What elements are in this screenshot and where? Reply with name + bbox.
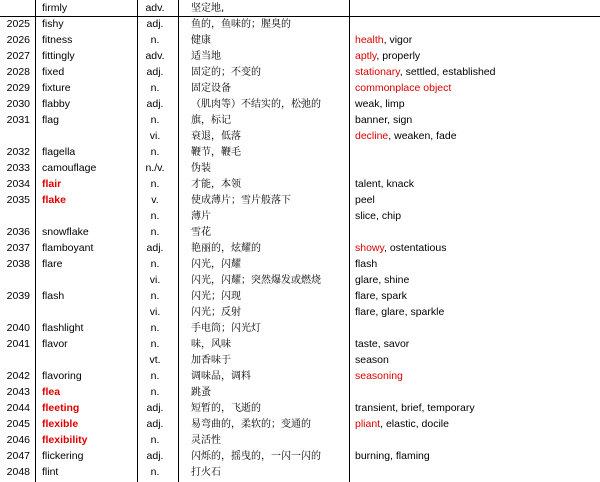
synonyms [355, 50, 420, 63]
chinese-definition: 闪光；闪现 [191, 291, 241, 302]
part-of-speech: n. [150, 178, 160, 190]
synonyms [355, 418, 449, 431]
entry-number: 2039 [6, 290, 30, 302]
table-row [0, 224, 600, 240]
headword: fitness [42, 34, 73, 46]
headword: flake [42, 194, 66, 206]
synonym-highlight: health [355, 34, 384, 46]
synonyms [355, 34, 412, 47]
table-row [0, 96, 600, 112]
table-row [0, 448, 600, 464]
table-row [0, 192, 600, 208]
table-row [0, 240, 600, 256]
synonyms [355, 66, 495, 79]
headword: fleeting [42, 402, 80, 414]
table-row [0, 384, 600, 400]
entry-number: 2036 [6, 226, 30, 238]
synonym-text: transient, brief, temporary [355, 402, 475, 414]
table-row [0, 64, 600, 80]
headword: snowflake [42, 226, 89, 238]
synonym-highlight: showy [355, 242, 384, 254]
synonym-text: , vigor [383, 34, 413, 46]
headword: fixed [42, 66, 65, 78]
part-of-speech: n. [150, 370, 160, 382]
part-of-speech: vt. [149, 354, 161, 366]
part-of-speech: n. [150, 290, 160, 302]
synonym-highlight: stationary [355, 66, 400, 78]
part-of-speech: adv. [145, 50, 165, 62]
headword: fixture [42, 82, 71, 94]
part-of-speech: n. [150, 434, 160, 446]
table-row [0, 416, 600, 432]
synonyms [355, 194, 375, 207]
headword: flickering [42, 450, 84, 462]
table-row [0, 304, 600, 320]
table-row [0, 0, 600, 16]
entry-number: 2031 [6, 114, 30, 126]
entry-number: 2028 [6, 66, 30, 78]
part-of-speech: v. [151, 194, 159, 206]
synonym-highlight: decline [355, 130, 389, 142]
synonym-text: glare, shine [355, 274, 410, 286]
synonym-text: slice, chip [355, 210, 402, 222]
chinese-definition: 闪光，闪耀 [191, 259, 241, 270]
synonym-text: , ostentatious [383, 242, 447, 254]
table-row [0, 320, 600, 336]
headword: flea [42, 386, 61, 398]
chinese-definition: 固定设备 [191, 83, 231, 94]
synonym-text: taste, savor [355, 338, 410, 350]
part-of-speech: adj. [146, 418, 164, 430]
synonyms [355, 338, 409, 351]
chinese-definition: 使成薄片；雪片般落下 [191, 195, 291, 206]
entry-number: 2040 [6, 322, 30, 334]
part-of-speech: vi. [149, 306, 161, 318]
headword: flair [42, 178, 62, 190]
synonym-highlight: pliant [355, 418, 381, 430]
table-row [0, 160, 600, 176]
synonyms [355, 114, 412, 127]
part-of-speech: n./v. [145, 162, 165, 174]
synonyms [355, 290, 407, 303]
synonym-text: , elastic, docile [380, 418, 449, 430]
table-row [0, 128, 600, 144]
headword: fittingly [42, 50, 75, 62]
part-of-speech: n. [150, 258, 160, 270]
part-of-speech: adj. [146, 242, 164, 254]
table-row [0, 32, 600, 48]
synonyms [355, 130, 457, 143]
table-row [0, 432, 600, 448]
part-of-speech: n. [150, 338, 160, 350]
synonyms [355, 258, 377, 271]
entry-number: 2042 [6, 370, 30, 382]
synonym-text: flare, spark [355, 290, 407, 302]
headword: flint [42, 466, 59, 478]
chinese-definition: 旗，标记 [191, 115, 231, 126]
chinese-definition: 手电筒；闪光灯 [191, 323, 261, 334]
headword: flexibility [42, 434, 88, 446]
table-row [0, 208, 600, 224]
part-of-speech: n. [150, 322, 160, 334]
headword: flare [42, 258, 63, 270]
entry-number: 2029 [6, 82, 30, 94]
part-of-speech: n. [150, 466, 160, 478]
table-row [0, 464, 600, 480]
chinese-definition: 衰退，低落 [191, 131, 241, 142]
table-row [0, 272, 600, 288]
synonyms [355, 274, 409, 287]
chinese-definition: 闪光；反射 [191, 307, 241, 318]
part-of-speech: vi. [149, 274, 161, 286]
synonym-text: flare, glare, sparkle [355, 306, 445, 318]
synonym-highlight: aptly [355, 50, 377, 62]
part-of-speech: n. [150, 386, 160, 398]
entry-number: 2046 [6, 434, 30, 446]
chinese-definition: 跳蚤 [191, 387, 211, 398]
table-row [0, 16, 600, 32]
entry-number: 2033 [6, 162, 30, 174]
part-of-speech: n. [150, 82, 160, 94]
chinese-definition: 健康 [191, 35, 211, 46]
table-row [0, 256, 600, 272]
part-of-speech: vi. [149, 130, 161, 142]
chinese-definition: 艳丽的，炫耀的 [191, 243, 261, 254]
entry-number: 2030 [6, 98, 30, 110]
entry-number: 2032 [6, 146, 30, 158]
entry-number: 2026 [6, 34, 30, 46]
chinese-definition: 味，风味 [191, 339, 231, 350]
chinese-definition: 才能，本领 [191, 179, 241, 190]
synonym-text: peel [355, 194, 375, 206]
synonym-text: , weaken, fade [388, 130, 457, 142]
synonym-text: banner, sign [355, 114, 413, 126]
chinese-definition: 伪装 [191, 163, 211, 174]
chinese-definition: 薄片 [191, 211, 211, 222]
chinese-definition: 灵活性 [191, 435, 221, 446]
chinese-definition: 加香味于 [191, 355, 231, 366]
headword: flamboyant [42, 242, 94, 254]
headword: flabby [42, 98, 71, 110]
synonyms [355, 402, 475, 415]
synonym-text: talent, knack [355, 178, 414, 190]
synonym-highlight: seasoning [355, 370, 403, 382]
part-of-speech: adj. [146, 18, 164, 30]
chinese-definition: 适当地 [191, 51, 221, 62]
chinese-definition: 鱼的，鱼味的；腥臭的 [191, 19, 291, 30]
part-of-speech: n. [150, 226, 160, 238]
entry-number: 2043 [6, 386, 30, 398]
part-of-speech: adj. [146, 66, 164, 78]
synonyms [355, 370, 403, 383]
synonym-highlight: commonplace object [355, 82, 452, 94]
synonyms [355, 178, 414, 191]
synonym-text: burning, flaming [355, 450, 430, 462]
table-row [0, 48, 600, 64]
entry-number: 2025 [6, 18, 30, 30]
table-row [0, 112, 600, 128]
synonyms [355, 82, 451, 95]
headword: camouflage [42, 162, 97, 174]
entry-number: 2048 [6, 466, 30, 478]
headword: flashlight [42, 322, 84, 334]
chinese-definition: 调味品，调料 [191, 371, 251, 382]
synonyms [355, 210, 401, 223]
entry-number: 2034 [6, 178, 30, 190]
table-row [0, 352, 600, 368]
part-of-speech: n. [150, 146, 160, 158]
entry-number: 2035 [6, 194, 30, 206]
chinese-definition: 鞭节，鞭毛 [191, 147, 241, 158]
entry-number: 2045 [6, 418, 30, 430]
entry-number: 2027 [6, 50, 30, 62]
headword: flash [42, 290, 65, 302]
synonyms [355, 450, 430, 463]
entry-number: 2037 [6, 242, 30, 254]
table-row [0, 144, 600, 160]
chinese-definition: 易弯曲的，柔软的；变通的 [191, 419, 311, 430]
chinese-definition: （肌肉等）不结实的，松弛的 [191, 99, 321, 110]
table-row [0, 336, 600, 352]
table-row [0, 288, 600, 304]
headword: flavoring [42, 370, 82, 382]
chinese-definition: 坚定地, [191, 3, 225, 14]
entry-number: 2038 [6, 258, 30, 270]
entry-number: 2047 [6, 450, 30, 462]
headword: firmly [42, 2, 68, 14]
synonyms [355, 242, 446, 255]
chinese-definition: 雪花 [191, 227, 211, 238]
headword: flagella [42, 146, 76, 158]
headword: flexible [42, 418, 79, 430]
headword: flavor [42, 338, 68, 350]
row-rule [0, 16, 600, 17]
chinese-definition: 闪烁的，摇曳的，一闪一闪的 [191, 451, 321, 462]
synonym-text: flash [355, 258, 378, 270]
table-row [0, 368, 600, 384]
synonyms [355, 98, 405, 111]
part-of-speech: adv. [145, 2, 165, 14]
table-row [0, 176, 600, 192]
part-of-speech: adj. [146, 98, 164, 110]
part-of-speech: adj. [146, 402, 164, 414]
entry-number: 2041 [6, 338, 30, 350]
headword: flag [42, 114, 59, 126]
entry-number: 2044 [6, 402, 30, 414]
table-row [0, 80, 600, 96]
table-row [0, 400, 600, 416]
headword: fishy [42, 18, 64, 30]
synonym-text: weak, limp [355, 98, 405, 110]
chinese-definition: 固定的；不变的 [191, 67, 261, 78]
part-of-speech: n. [150, 210, 160, 222]
synonym-text: season [355, 354, 389, 366]
part-of-speech: n. [150, 34, 160, 46]
synonym-text: , settled, established [399, 66, 496, 78]
chinese-definition: 短暂的，飞逝的 [191, 403, 261, 414]
part-of-speech: n. [150, 114, 160, 126]
chinese-definition: 闪光，闪耀；突然爆发或燃烧 [191, 275, 321, 286]
synonyms [355, 354, 389, 367]
part-of-speech: adj. [146, 450, 164, 462]
chinese-definition: 打火石 [191, 467, 221, 478]
synonyms [355, 306, 444, 319]
synonym-text: , properly [376, 50, 421, 62]
